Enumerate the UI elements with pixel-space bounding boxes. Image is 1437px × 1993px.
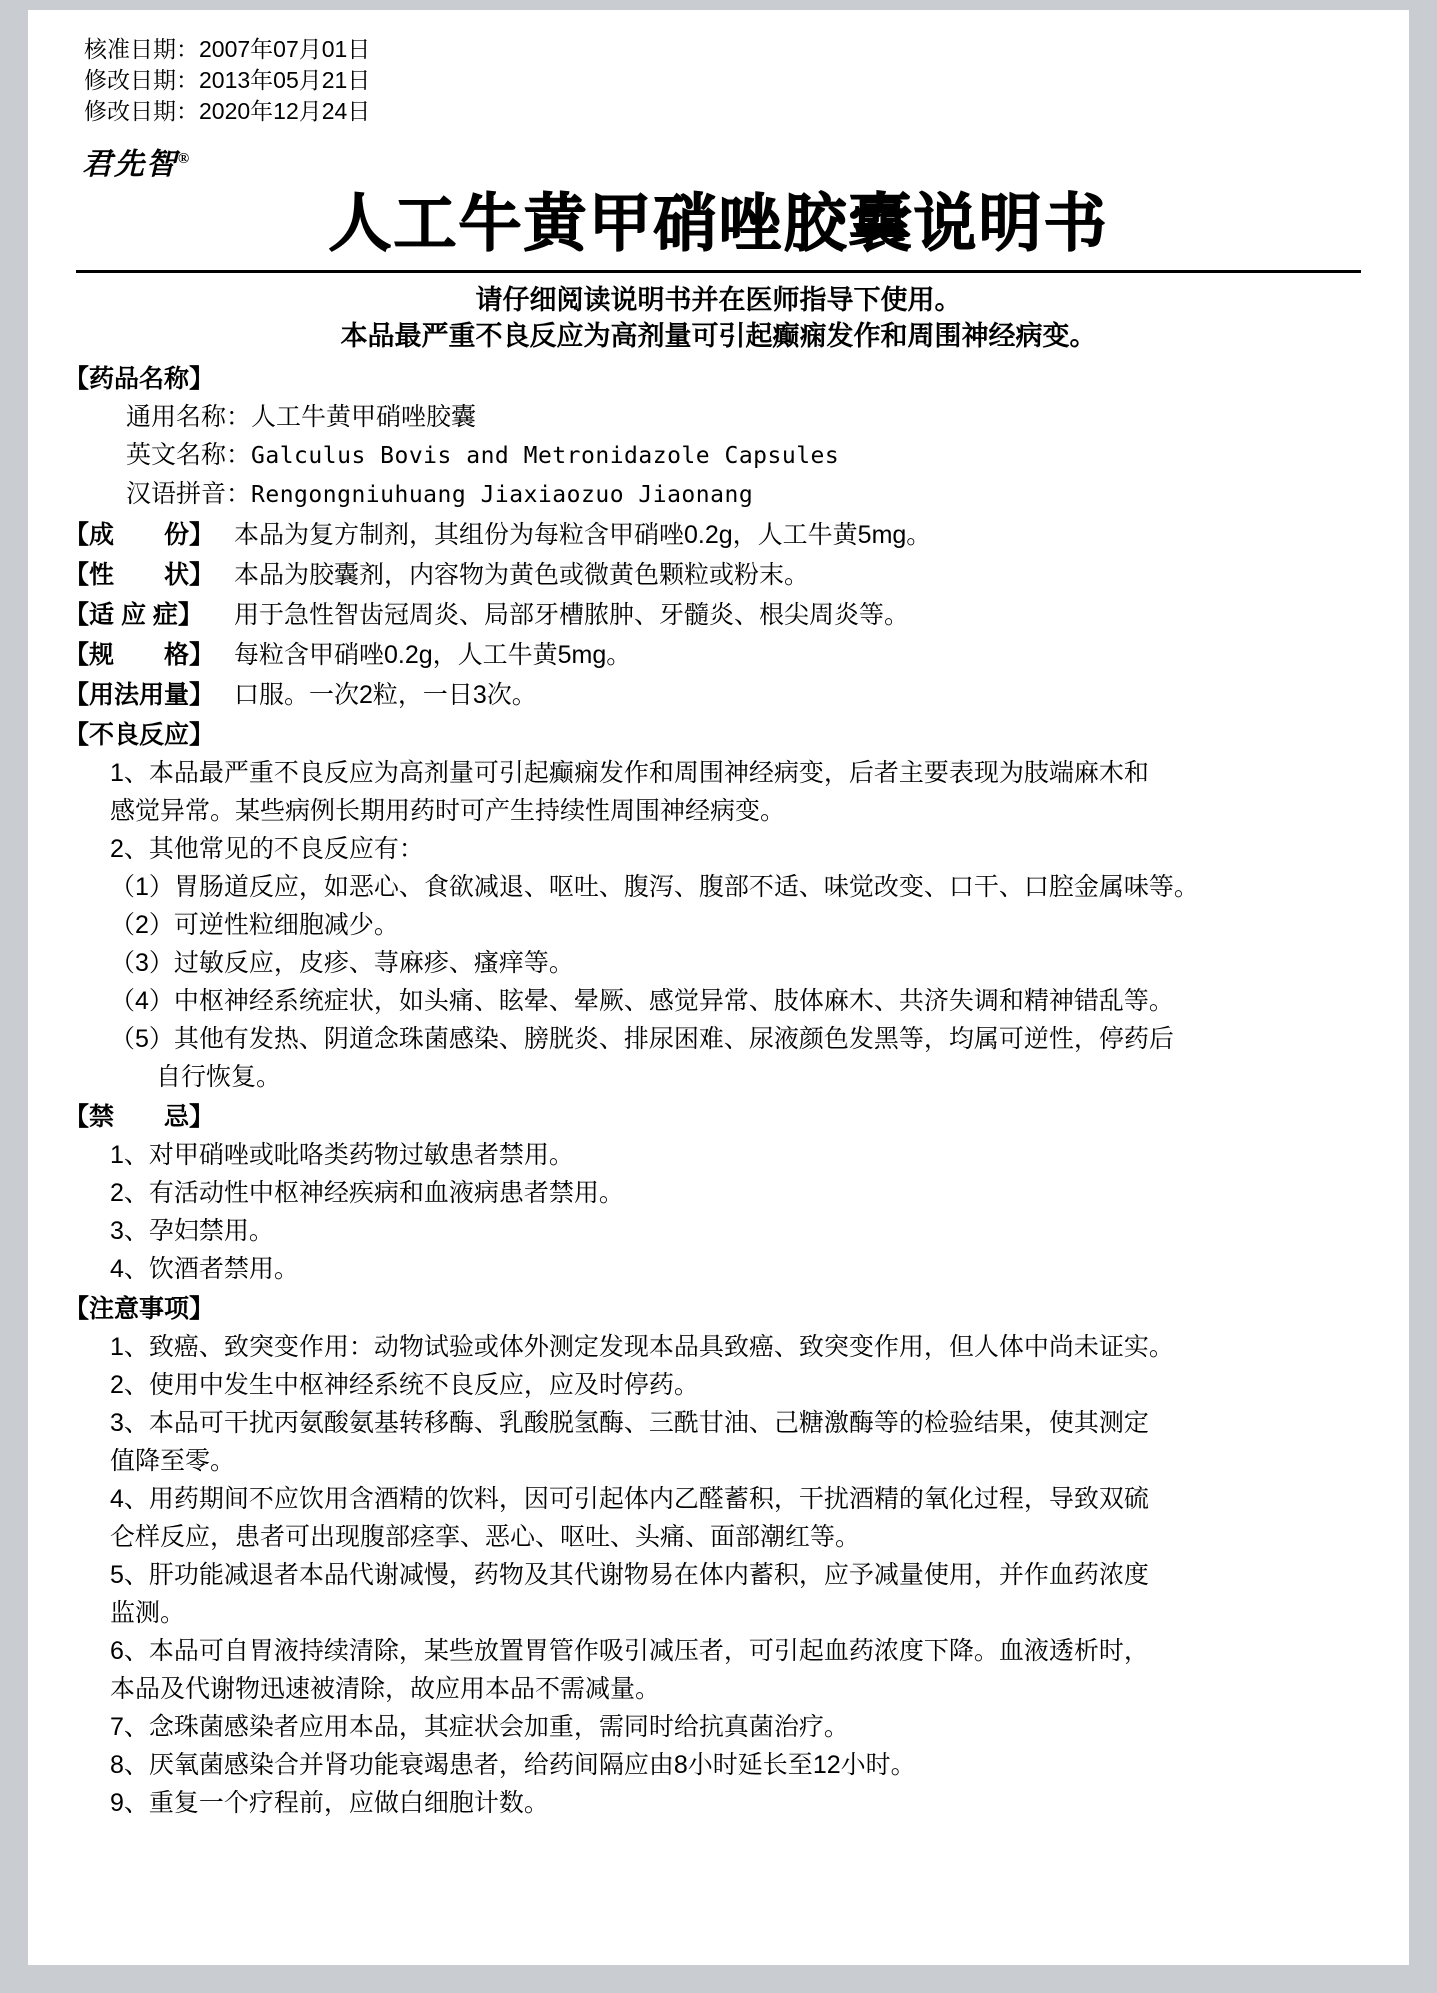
drug-insert-page: [28, 10, 1409, 1965]
adverse-item-num: （5）: [110, 1025, 174, 1053]
title-divider: [76, 270, 1361, 273]
adverse-item-text: 胃肠道反应，如恶心、食欲减退、呕吐、腹泻、腹部不适、味觉改变、口干、口腔金属味等。: [173, 873, 1199, 901]
precaution-item-num: 9、: [110, 1789, 149, 1817]
adverse-item: [110, 830, 1373, 868]
precaution-item: [110, 1746, 1373, 1784]
precaution-item-text: 本品可干扰丙氨酸氨基转移酶、乳酸脱氢酶、三酰甘油、己糖激酶等的检验结果，使其测定: [148, 1409, 1149, 1437]
precaution-item-text: 厌氧菌感染合并肾功能衰竭患者，给药间隔应由8小时延长至12小时。: [148, 1751, 916, 1779]
contraindication-item-text: 孕妇禁用。: [148, 1217, 274, 1245]
section-label-drug-name: 【药品名称】: [64, 365, 215, 393]
drug-name-english: [126, 436, 1373, 475]
precaution-item: [110, 1708, 1373, 1746]
precaution-item: [110, 1632, 1373, 1670]
section-adverse-reactions: [64, 716, 1373, 1096]
adverse-item: [110, 982, 1373, 1020]
contraindication-item: [110, 1136, 1373, 1174]
approval-date-line: 核准日期：2007年07月01日: [84, 36, 371, 62]
adverse-item-text: 过敏反应，皮疹、荨麻疹、瘙痒等。: [173, 949, 574, 977]
section-label-dosage: 【用法用量】: [64, 681, 215, 709]
indications-text: 用于急性智齿冠周炎、局部牙槽脓肿、牙髓炎、根尖周炎等。: [234, 601, 910, 629]
adverse-item-cont: 自行恢复。: [156, 1063, 282, 1091]
adverse-item-text: 本品最严重不良反应为高剂量可引起癫痫发作和周围神经病变，后者主要表现为肢端麻木和: [148, 759, 1149, 787]
precaution-item: [110, 1556, 1373, 1594]
contraindication-item: [110, 1250, 1373, 1288]
contraindication-item-num: 4、: [110, 1255, 149, 1283]
revision-date-line-1: 修改日期：2013年05月21日: [84, 67, 371, 93]
page-bottom-bar: [0, 1966, 1437, 1993]
precaution-item-cont: 仑样反应，患者可出现腹部痉挛、恶心、呕吐、头痛、面部潮红等。: [110, 1523, 861, 1551]
dosage-text: 口服。一次2粒，一日3次。: [234, 681, 537, 709]
description-text: 本品为胶囊剂，内容物为黄色或微黄色颗粒或粉末。: [234, 561, 810, 589]
precaution-item-num: 4、: [110, 1485, 149, 1513]
section-label-specification: 【规 格】: [64, 641, 215, 669]
adverse-item-num: （3）: [110, 949, 174, 977]
english-name-value: Galculus Bovis and Metronidazole Capsules: [251, 443, 840, 469]
precaution-item-text: 肝功能减退者本品代谢减慢，药物及其代谢物易在体内蓄积，应予减量使用，并作血药浓度: [148, 1561, 1149, 1589]
precaution-item-num: 7、: [110, 1713, 149, 1741]
pinyin-value: Rengongniuhuang Jiaxiaozuo Jiaonang: [251, 482, 754, 508]
adverse-item-cont: 感觉异常。某些病例长期用药时可产生持续性周围神经病变。: [110, 797, 786, 825]
specification-text: 每粒含甲硝唑0.2g，人工牛黄5mg。: [234, 641, 632, 669]
precaution-item-text: 本品可自胃液持续清除，某些放置胃管作吸引减压者，可引起血药浓度下降。血液透析时，: [148, 1637, 1149, 1665]
subtitle-line-1: 请仔细阅读说明书并在医师指导下使用。: [475, 285, 962, 315]
section-indications: [64, 596, 1373, 634]
adverse-item: [110, 906, 1373, 944]
section-label-composition: 【成 份】: [64, 521, 215, 549]
precaution-item-cont: 本品及代谢物迅速被清除，故应用本品不需减量。: [110, 1675, 661, 1703]
precaution-item-text: 使用中发生中枢神经系统不良反应，应及时停药。: [148, 1371, 699, 1399]
section-label-description: 【性 状】: [64, 561, 215, 589]
section-description: [64, 556, 1373, 594]
section-label-indications: 【适 应 症】: [64, 601, 203, 629]
section-label-adverse-reactions: 【不良反应】: [64, 721, 215, 749]
precaution-item-text: 致癌、致突变作用：动物试验或体外测定发现本品具致癌、致突变作用，但人体中尚未证实。: [148, 1333, 1174, 1361]
pinyin-key: 汉语拼音：: [126, 480, 252, 508]
adverse-item-text: 可逆性粒细胞减少。: [173, 911, 399, 939]
precaution-item-cont: 监测。: [110, 1599, 186, 1627]
precaution-item: [110, 1480, 1373, 1518]
precaution-item-num: 6、: [110, 1637, 149, 1665]
generic-name-value: 人工牛黄甲硝唑胶囊: [251, 403, 477, 431]
composition-text: 本品为复方制剂，其组份为每粒含甲硝唑0.2g，人工牛黄5mg。: [234, 521, 932, 549]
subtitle-block: [64, 282, 1373, 354]
section-dosage: [64, 676, 1373, 714]
precaution-item-num: 2、: [110, 1371, 149, 1399]
contraindication-item-text: 有活动性中枢神经疾病和血液病患者禁用。: [148, 1179, 624, 1207]
contraindication-item: [110, 1174, 1373, 1212]
generic-name-key: 通用名称：: [126, 403, 252, 431]
adverse-item: [110, 1020, 1373, 1058]
precaution-item: [110, 1366, 1373, 1404]
contraindication-item-text: 饮酒者禁用。: [148, 1255, 299, 1283]
adverse-item: [110, 868, 1373, 906]
contraindication-item-text: 对甲硝唑或吡咯类药物过敏患者禁用。: [148, 1141, 574, 1169]
document-body: [64, 360, 1373, 1822]
page-title: 人工牛黄甲硝唑胶囊说明书: [328, 189, 1109, 259]
precaution-item-text: 用药期间不应饮用含酒精的饮料，因可引起体内乙醛蓄积，干扰酒精的氧化过程，导致双硫: [148, 1485, 1149, 1513]
approval-dates: [84, 34, 1373, 127]
precaution-item-num: 3、: [110, 1409, 149, 1437]
adverse-item-num: 2、: [110, 835, 149, 863]
precaution-item-num: 8、: [110, 1751, 149, 1779]
section-contraindications: [64, 1098, 1373, 1288]
adverse-item-num: （1）: [110, 873, 174, 901]
contraindication-item-num: 2、: [110, 1179, 149, 1207]
adverse-item-text: 其他常见的不良反应有：: [148, 835, 424, 863]
precaution-item-cont: 值降至零。: [110, 1447, 236, 1475]
section-precautions: [64, 1290, 1373, 1822]
precaution-item-num: 5、: [110, 1561, 149, 1589]
adverse-item-text: 中枢神经系统症状，如头痛、眩晕、晕厥、感觉异常、肢体麻木、共济失调和精神错乱等。: [173, 987, 1174, 1015]
precaution-item: [110, 1328, 1373, 1366]
section-label-contraindications: 【禁 忌】: [64, 1103, 215, 1131]
subtitle-line-2: 本品最严重不良反应为高剂量可引起癫痫发作和周围神经病变。: [340, 321, 1097, 351]
drug-name-generic: [126, 398, 1373, 436]
section-label-precautions: 【注意事项】: [64, 1295, 215, 1323]
drug-name-pinyin: [126, 475, 1373, 514]
section-specification: [64, 636, 1373, 674]
adverse-item-num: （2）: [110, 911, 174, 939]
precaution-item: [110, 1784, 1373, 1822]
precaution-item-text: 念珠菌感染者应用本品，其症状会加重，需同时给抗真菌治疗。: [148, 1713, 849, 1741]
adverse-item: [110, 944, 1373, 982]
contraindication-item-num: 3、: [110, 1217, 149, 1245]
precaution-item-num: 1、: [110, 1333, 149, 1361]
brand-name: 君先智®: [82, 148, 192, 181]
contraindication-item-num: 1、: [110, 1141, 149, 1169]
section-drug-name: [64, 360, 1373, 514]
adverse-item-num: （4）: [110, 987, 174, 1015]
contraindication-item: [110, 1212, 1373, 1250]
adverse-item: [110, 754, 1373, 792]
revision-date-line-2: 修改日期：2020年12月24日: [84, 98, 371, 124]
precaution-item-text: 重复一个疗程前，应做白细胞计数。: [148, 1789, 549, 1817]
section-composition: [64, 516, 1373, 554]
precaution-item: [110, 1404, 1373, 1442]
registered-mark: ®: [178, 151, 192, 167]
adverse-item-num: 1、: [110, 759, 149, 787]
english-name-key: 英文名称：: [126, 441, 252, 469]
adverse-item-text: 其他有发热、阴道念珠菌感染、膀胱炎、排尿困难、尿液颜色发黑等，均属可逆性，停药后: [173, 1025, 1174, 1053]
